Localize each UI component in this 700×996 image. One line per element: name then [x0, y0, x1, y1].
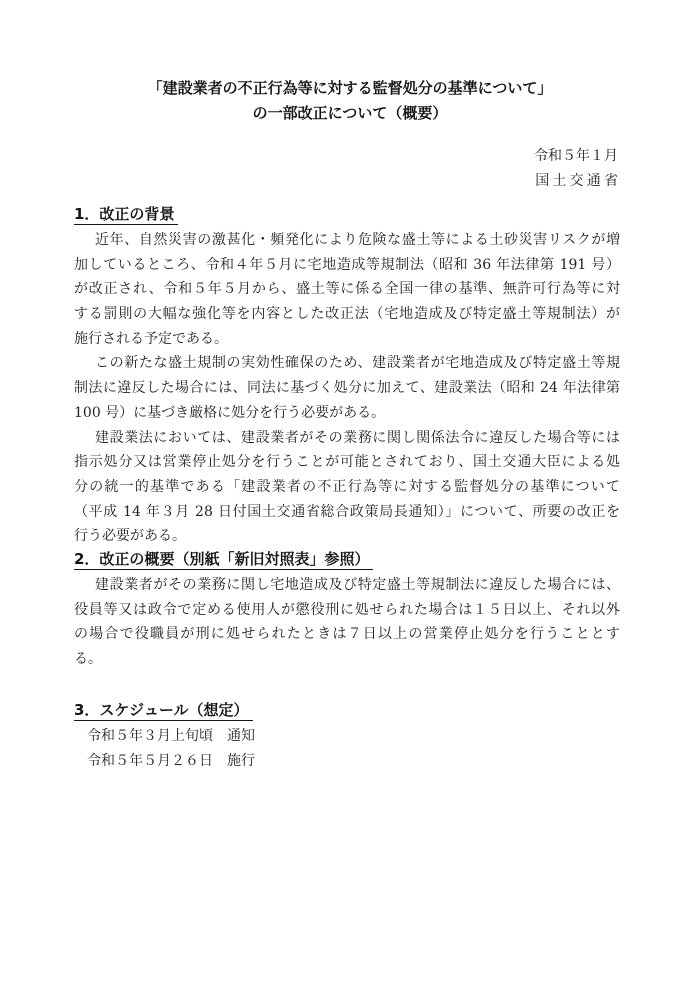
document-title-line: 「建設業者の不正行為等に対する監督処分の基準について」 [147, 79, 553, 97]
organization-name: 国土交通省 [535, 173, 622, 189]
section-heading-overview: 2．改正の概要（別紙「新旧対照表」参照） [74, 550, 373, 570]
body-text-line: 行う必要がある。 [74, 528, 186, 545]
body-text-line: 施行される予定である。 [74, 330, 228, 347]
body-text-line: この新たな盛土規制の実効性確保のため、建設業者が宅地造成及び特定盛土等規 [95, 355, 620, 372]
section-body-overview [74, 573, 620, 672]
body-text-line: する罰則の大幅な強化等を内容とした改正法（宅地造成及び特定盛土等規制法）が [74, 306, 620, 323]
section-body-schedule [74, 724, 620, 773]
body-text-line: 建設業者がその業務に関し宅地造成及び特定盛土等規制法に違反した場合には、 [95, 577, 620, 593]
body-text-line: 指示処分又は営業停止処分を行うことが可能とされており、国土交通大臣による処 [74, 454, 620, 471]
body-text-line: 建設業法においては、建設業者がその業務に関し関係法令に違反した場合等には [95, 429, 620, 446]
document-title [0, 76, 700, 126]
section-overview [74, 549, 620, 672]
body-text-line: （平成 14 年３月 28 日付国土交通省総合政策局長通知）」について、所要の改正を [74, 503, 620, 520]
document-date: 令和５年１月 [534, 148, 618, 164]
body-text-line: 分の統一的基準である「建設業者の不正行為等に対する監督処分の基準について [74, 478, 620, 495]
document-title-line: の一部改正について（概要） [252, 104, 448, 122]
section-heading-schedule: 3．スケジュール（想定） [74, 701, 253, 721]
body-text-line: 役員等又は政令で定める使用人が懲役刑に処せられた場合は１５日以上、それ以外 [74, 601, 620, 618]
body-text-line: が改正され、令和５年５月から、盛土等に係る全国一律の基準、無許可行為等に対 [74, 281, 620, 298]
body-text-line: の場合で役職員が刑に処せられたときは７日以上の営業停止処分を行うこととす [74, 626, 620, 643]
body-text-line: る。 [74, 651, 102, 668]
body-text-line: 制法に違反した場合には、同法に基づく処分に加えて、建設業法（昭和 24 年法律第 [74, 380, 620, 397]
section-body-background [74, 228, 620, 549]
schedule-text-line: 令和５年５月２６日 施行 [87, 752, 255, 769]
section-heading-background: 1．改正の背景 [74, 205, 178, 225]
body-text-line: 近年、自然災害の激甚化・頻発化により危険な盛土等による土砂災害リスクが増 [95, 232, 620, 248]
schedule-text-line: 令和５年３月上旬頃 通知 [87, 728, 255, 744]
body-text-line: 加しているところ、令和４年５月に宅地造成等規制法（昭和 36 年法律第 191 号） [74, 256, 620, 273]
date-org-block [534, 144, 622, 194]
section-schedule [74, 700, 620, 773]
section-background [74, 204, 620, 549]
body-text-line: 100 号）に基づき厳格に処分を行う必要がある。 [74, 404, 386, 421]
